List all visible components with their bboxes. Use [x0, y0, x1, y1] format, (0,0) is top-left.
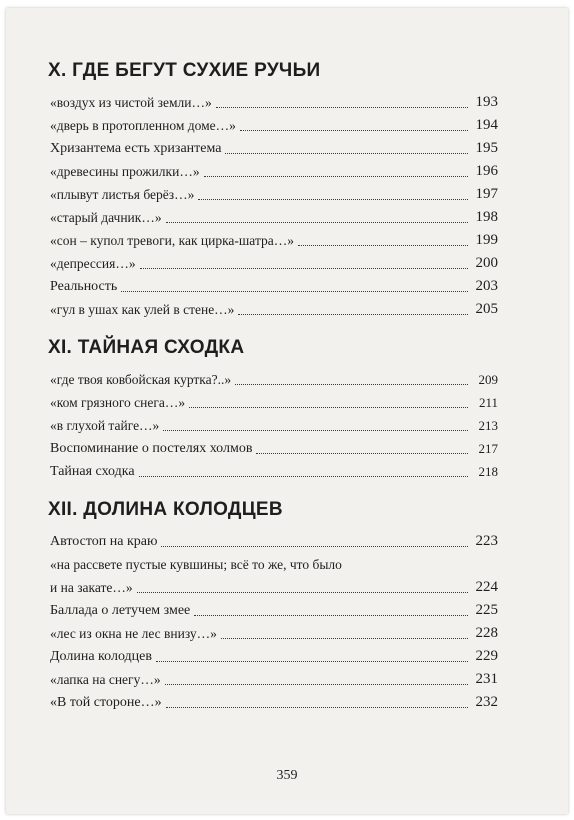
- entry-title: «дверь в протопленном доме…»: [50, 118, 236, 133]
- dot-leader: [198, 198, 468, 200]
- toc-entry: [48, 460, 498, 483]
- entry-title: «на рассвете пустые кувшины; всё то же, что было: [50, 557, 342, 572]
- entry-title: «лес из окна не лес внизу…»: [50, 626, 217, 641]
- entry-page: 232: [475, 694, 498, 710]
- entry-page: 213: [478, 418, 498, 433]
- entry-title: Тайная сходка: [50, 464, 135, 479]
- entry-page: 225: [475, 602, 498, 618]
- entry-title-continued: и на закате…»: [50, 580, 133, 595]
- toc-entry: [48, 368, 498, 391]
- entry-title: «лапка на снегу…»: [50, 672, 161, 687]
- entry-page: 229: [475, 648, 498, 664]
- entry-title: «ком грязного снега…»: [50, 395, 186, 410]
- toc-entry: [48, 530, 498, 553]
- toc-entry: [48, 91, 498, 114]
- section-title: XI. ТАЙНАЯ СХОДКА: [48, 337, 245, 358]
- entry-page: 196: [475, 163, 498, 179]
- toc-section-xii: [48, 499, 498, 714]
- dot-leader: [161, 545, 468, 547]
- toc-entry: [48, 114, 498, 137]
- section-title: XII. ДОЛИНА КОЛОДЦЕВ: [48, 499, 283, 520]
- dot-leader: [221, 637, 468, 639]
- entry-title: Долина колодцев: [50, 649, 152, 664]
- toc-entry: [48, 553, 498, 599]
- dot-leader: [235, 383, 468, 385]
- entry-page: 224: [475, 579, 498, 595]
- dot-leader: [194, 614, 468, 616]
- page-number: 359: [276, 768, 298, 783]
- entry-page: 205: [475, 301, 498, 317]
- toc-section-xi: [48, 337, 498, 483]
- entry-page: 198: [475, 209, 498, 225]
- dot-leader: [140, 267, 468, 269]
- entry-page: 217: [478, 441, 498, 456]
- dot-leader: [163, 429, 468, 431]
- toc-entry: [48, 622, 498, 645]
- entry-page: 211: [478, 395, 498, 410]
- entry-title: «гул в ушах как улей в стене…»: [50, 302, 235, 317]
- toc-entry: [48, 599, 498, 622]
- dot-leader: [225, 152, 468, 154]
- toc-entry: [48, 137, 498, 160]
- entry-page: 194: [475, 117, 498, 133]
- toc-entry: [48, 206, 498, 229]
- entry-page: 223: [475, 533, 498, 549]
- entry-list: [48, 91, 498, 321]
- entry-title-line-2: [48, 576, 498, 599]
- entry-title: Баллада о летучем змее: [50, 603, 191, 618]
- entry-title: «древесины прожилки…»: [50, 164, 200, 179]
- dot-leader: [256, 452, 468, 454]
- dot-leader: [165, 683, 468, 685]
- dot-leader: [137, 591, 468, 593]
- dot-leader: [204, 175, 468, 177]
- dot-leader: [216, 106, 468, 108]
- entry-title: Реальность: [50, 279, 118, 294]
- entry-title: «воздух из чистой земли…»: [50, 95, 212, 110]
- dot-leader: [240, 129, 468, 131]
- toc-entry: [48, 414, 498, 437]
- toc-entry: [48, 229, 498, 252]
- entry-title: «старый дачник…»: [50, 210, 162, 225]
- toc-entry: [48, 275, 498, 298]
- entry-title: Воспоминание о постелях холмов: [50, 441, 253, 456]
- entry-title: «В той стороне…»: [50, 695, 162, 710]
- entry-page: 209: [478, 372, 498, 387]
- entry-title: Автостоп на краю: [50, 534, 158, 549]
- toc-section-x: [48, 60, 498, 321]
- toc-entry: [48, 437, 498, 460]
- dot-leader: [189, 406, 468, 408]
- dot-leader: [121, 290, 468, 292]
- entry-title: «сон – купол тревоги, как цирка-шатра…»: [50, 233, 295, 248]
- entry-title: «где твоя ковбойская куртка?..»: [50, 372, 232, 387]
- entry-title: Хризантема есть хризантема: [50, 141, 222, 156]
- entry-page: 218: [478, 464, 498, 479]
- toc-entry: [48, 252, 498, 275]
- dot-leader: [298, 244, 468, 246]
- entry-page: 231: [475, 671, 498, 687]
- entry-page: 193: [475, 94, 498, 110]
- entry-title-line-1: [48, 553, 498, 576]
- entry-title: «плывут листья берёз…»: [50, 187, 195, 202]
- entry-title: «в глухой тайге…»: [50, 418, 160, 433]
- entry-list: [48, 368, 498, 483]
- table-of-contents: [48, 60, 498, 730]
- entry-page: 203: [475, 278, 498, 294]
- toc-entry: [48, 645, 498, 668]
- toc-entry: [48, 183, 498, 206]
- dot-leader: [156, 660, 468, 662]
- entry-page: 200: [475, 255, 498, 271]
- toc-entry: [48, 691, 498, 714]
- entry-page: 197: [475, 186, 498, 202]
- toc-entry: [48, 668, 498, 691]
- dot-leader: [238, 313, 468, 315]
- entry-page: 195: [475, 140, 498, 156]
- toc-entry: [48, 298, 498, 321]
- toc-entry: [48, 160, 498, 183]
- entry-title: «депрессия…»: [50, 256, 136, 271]
- entry-page: 199: [475, 232, 498, 248]
- toc-entry: [48, 391, 498, 414]
- dot-leader: [166, 706, 468, 708]
- entry-list: [48, 530, 498, 714]
- book-page: [6, 8, 568, 814]
- dot-leader: [166, 221, 468, 223]
- entry-page: 228: [475, 625, 498, 641]
- dot-leader: [139, 475, 468, 477]
- section-title: X. ГДЕ БЕГУТ СУХИЕ РУЧЬИ: [48, 60, 321, 81]
